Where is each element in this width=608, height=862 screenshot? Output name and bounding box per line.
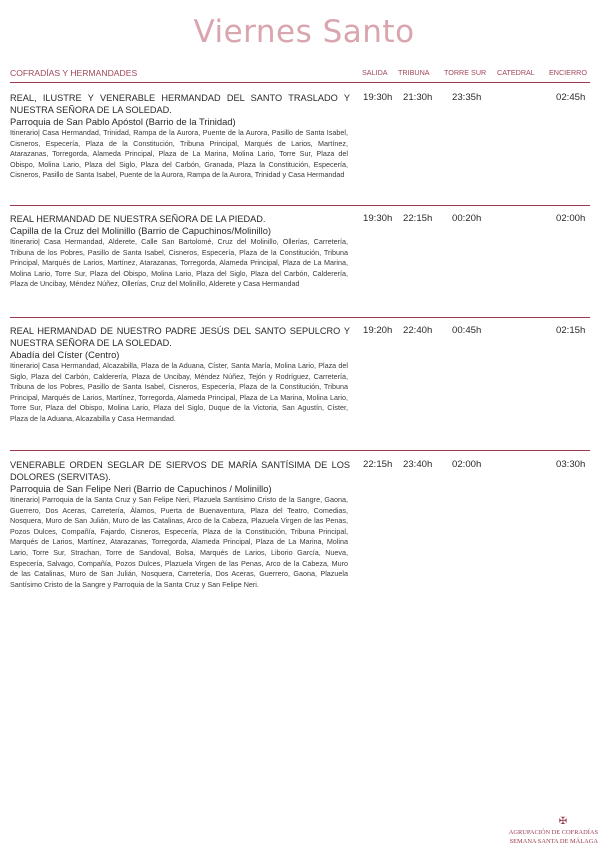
divider [10,317,590,318]
footer-line-1: AGRUPACIÓN DE COFRADÍAS [508,829,598,836]
table-row [10,459,590,590]
itinerary: Itinerario| Parroquia de la Santa Cruz y San Felipe Neri, Plazuela Santísimo Cristo de la Sangre, Gaona, Guerrero, Dos Aceras, Carretería, Álamos, Puerta de Buenaventura, Plaza del Teatro, Comedias, Nosquera, Muro de San Julián, Muro de las Catalinas, Arco de la Cabeza, Plazuela Virgen de las Penas, Pozos Dulces, Compañía, Fajardo, Cisneros, Especería, Plaza de la Constitución, Tribuna Principal, Marqués de Larios, Martínez, Atarazanas, Torregorda, Alameda Principal, Plaza de La Marina, Molina Lario, Torre Sur, Strachan, Torre de Sandoval, Bolsa, Marqués de Larios, Liborio García, Nueva, Especería, Salvago, Compañía, Pozos Dulces, Plazuela Virgen de las Penas, Arco de la Cabeza, Muro de las Catalinas, Muro de San Julián, Nosquera, Carretería, Dos Aceras, Guerrero, Gaona, Plazuela Santísimo Cristo de la Sangre y Parroquia de la Santa Cruz y San Felipe Neri. [10,495,348,589]
time-salida: 19:30h [363,92,393,103]
brotherhood-church: Abadía del Císter (Centro) [10,349,120,360]
time-torre-sur: 02:00h [452,459,482,470]
time-torre-sur: 00:20h [452,213,482,224]
time-tribuna: 22:40h [403,325,433,336]
table-row [10,213,590,290]
brotherhood-name: REAL, ILUSTRE Y VENERABLE HERMANDAD DEL SANTO TRASLADO Y NUESTRA SEÑORA DE LA SOLEDAD. [10,93,350,115]
brotherhood-name: VENERABLE ORDEN SEGLAR DE SIERVOS DE MARÍA SANTÍSIMA DE LOS DOLORES (SERVITAS). [10,460,350,482]
header-tribuna: TRIBUNA [398,68,430,77]
time-encierro: 02:00h [556,213,586,224]
time-salida: 19:30h [363,213,393,224]
itinerary: Itinerario| Casa Hermandad, Trinidad, Rampa de la Aurora, Puente de la Aurora, Pasillo de Santa Isabel, Cisneros, Especería, Plaza de la Constitución, Tribuna Principal, Marqués de Larios, Martínez, Atarazanas, Torregorda, Alameda Principal, Plaza de La Marina, Molina Lario, Torre Sur, Plaza del Obispo, Molina Lario, Plaza del Siglo, Plaza del Carbón, Granada, Plaza la Constitución, Especería, Cisneros, Pasillo de Santa Isabel, Puente de la Aurora, Rampa de la Aurora, Trinidad y Casa Hermandad [10,128,348,180]
brotherhood-church: Parroquia de San Pablo Apóstol (Barrio de la Trinidad) [10,116,236,127]
time-salida: 19:20h [363,325,393,336]
time-torre-sur: 00:45h [452,325,482,336]
itinerary: Itinerario| Casa Hermandad, Alderete, Calle San Bartolomé, Cruz del Molinillo, Ollerías, Carretería, Tribuna de los Pobres, Pasillo de Santa Isabel, Cisneros, Especería, Plaza de la Constitución, Tribuna Principal, Marqués de Larios, Martínez, Atarazanas, Torregorda, Alameda Principal, Plaza de La Marina, Molina Lario, Torre Sur, Plaza del Obispo, Molina Lario, Plaza del Siglo, Plaza del Carbón, Calderería, Plaza de Uncibay, Méndez Núñez, Ollerías, Cruz del Molinillo, Alderete y Casa Hermandad [10,237,348,289]
table-row [10,325,590,425]
header-salida: SALIDA [362,68,388,77]
time-tribuna: 21:30h [403,92,433,103]
header-torre-sur: TORRE SUR [444,68,487,77]
time-encierro: 02:45h [556,92,586,103]
time-salida: 22:15h [363,459,393,470]
brotherhood-church: Parroquia de San Felipe Neri (Barrio de Capuchinos / Molinillo) [10,483,272,494]
header-cofradias: COFRADÍAS Y HERMANDADES [10,68,138,78]
time-tribuna: 22:15h [403,213,433,224]
footer-line-2: SEMANA SANTA DE MÁLAGA [509,838,598,845]
time-encierro: 03:30h [556,459,586,470]
header-encierro: ENCIERRO [549,68,587,77]
page-title: Viernes Santo [193,14,415,50]
time-torre-sur: 23:35h [452,92,482,103]
footer-logo [458,817,598,846]
brotherhood-name: REAL HERMANDAD DE NUESTRA SEÑORA DE LA PIEDAD. [10,214,266,224]
divider [10,450,590,451]
cross-icon: ✠ [558,816,568,827]
divider [10,82,590,83]
header-catedral: CATEDRAL [497,68,535,77]
table-header [10,66,590,80]
itinerary: Itinerario| Casa Hermandad, Alcazabilla, Plaza de la Aduana, Císter, Santa María, Molina Lario, Plaza del Siglo, Plaza del Carbón, Calderería, Plaza de Uncibay, Méndez Núñez, Tejón y Rodríguez, Carretería, Tribuna de los Pobres, Pasillo de Santa Isabel, Cisneros, Especería, Plaza de la Constitución, Tribuna Principal, Marqués de Larios, Martínez, Torregorda, Alameda Principal, Plaza de La Marina, Molina Lario, Torre Sur, Plaza del Obispo, Molina Lario, Plaza del Siglo, Duque de la Victoria, San Agustín, Císter, Plaza de la Aduana, Alcazabilla y Casa Hermandad. [10,361,348,423]
brotherhood-name: REAL HERMANDAD DE NUESTRO PADRE JESÚS DEL SANTO SEPULCRO Y NUESTRA SEÑORA DE LA SOLEDAD. [10,326,350,348]
time-encierro: 02:15h [556,325,586,336]
table-row [10,92,590,181]
brotherhood-church: Capilla de la Cruz del Molinillo (Barrio de Capuchinos/Molinillo) [10,225,272,236]
time-tribuna: 23:40h [403,459,433,470]
divider [10,205,590,206]
